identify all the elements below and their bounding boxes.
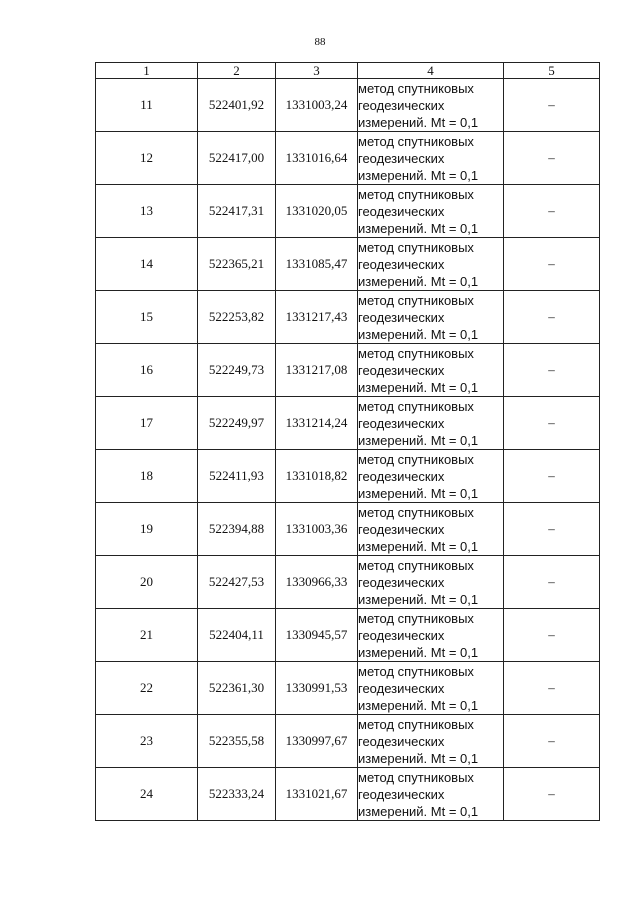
column-header-4: 4: [358, 63, 504, 79]
note-cell: –: [504, 132, 600, 185]
note-cell: –: [504, 344, 600, 397]
method-line: геодезических: [358, 97, 445, 113]
note-cell: –: [504, 238, 600, 291]
coordinate-y: 1331003,36: [276, 503, 358, 556]
coordinate-x: 522355,58: [198, 715, 276, 768]
coordinate-x: 522361,30: [198, 662, 276, 715]
note-cell: –: [504, 291, 600, 344]
method-line: метод спутниковых: [358, 716, 474, 732]
method-line: геодезических: [358, 150, 445, 166]
method-cell: [358, 450, 504, 503]
coordinate-x: 522394,88: [198, 503, 276, 556]
point-number: 16: [96, 344, 198, 397]
coordinate-y: 1331018,82: [276, 450, 358, 503]
method-line: метод спутниковых: [358, 292, 474, 308]
method-cell: [358, 238, 504, 291]
coordinate-x: 522417,00: [198, 132, 276, 185]
point-number: 18: [96, 450, 198, 503]
method-cell: [358, 185, 504, 238]
method-cell: [358, 662, 504, 715]
coordinate-y: 1330997,67: [276, 715, 358, 768]
point-number: 23: [96, 715, 198, 768]
method-line: измерений. Mt = 0,1: [358, 591, 479, 607]
table-row: [96, 556, 600, 609]
coordinate-y: 1331016,64: [276, 132, 358, 185]
method-line: метод спутниковых: [358, 557, 474, 573]
table-row: [96, 768, 600, 821]
method-line: геодезических: [358, 256, 445, 272]
method-line: измерений. Mt = 0,1: [358, 750, 479, 766]
method-line: геодезических: [358, 415, 445, 431]
point-number: 21: [96, 609, 198, 662]
table-row: [96, 397, 600, 450]
table-header-row: [96, 63, 600, 79]
method-line: геодезических: [358, 203, 445, 219]
method-cell: [358, 503, 504, 556]
method-cell: [358, 79, 504, 132]
note-cell: –: [504, 503, 600, 556]
method-line: геодезических: [358, 680, 445, 696]
method-line: измерений. Mt = 0,1: [358, 697, 479, 713]
table-row: [96, 185, 600, 238]
method-line: метод спутниковых: [358, 504, 474, 520]
method-line: измерений. Mt = 0,1: [358, 114, 479, 130]
table-row: [96, 450, 600, 503]
table-row: [96, 238, 600, 291]
method-line: геодезических: [358, 574, 445, 590]
method-cell: [358, 715, 504, 768]
coordinate-x: 522333,24: [198, 768, 276, 821]
point-number: 14: [96, 238, 198, 291]
coordinate-y: 1331217,43: [276, 291, 358, 344]
coordinate-x: 522249,97: [198, 397, 276, 450]
method-line: метод спутниковых: [358, 239, 474, 255]
coordinate-y: 1331217,08: [276, 344, 358, 397]
coordinate-y: 1331085,47: [276, 238, 358, 291]
coordinate-y: 1331020,05: [276, 185, 358, 238]
method-line: метод спутниковых: [358, 133, 474, 149]
column-header-2: 2: [198, 63, 276, 79]
method-line: измерений. Mt = 0,1: [358, 220, 479, 236]
coordinate-x: 522249,73: [198, 344, 276, 397]
method-cell: [358, 609, 504, 662]
point-number: 15: [96, 291, 198, 344]
method-line: геодезических: [358, 521, 445, 537]
note-cell: –: [504, 450, 600, 503]
method-line: метод спутниковых: [358, 398, 474, 414]
note-cell: –: [504, 556, 600, 609]
point-number: 13: [96, 185, 198, 238]
coordinate-x: 522417,31: [198, 185, 276, 238]
table-row: [96, 609, 600, 662]
coordinate-y: 1330966,33: [276, 556, 358, 609]
method-cell: [358, 132, 504, 185]
point-number: 22: [96, 662, 198, 715]
page-number: 88: [314, 36, 326, 48]
coordinate-y: 1331021,67: [276, 768, 358, 821]
method-line: метод спутниковых: [358, 663, 474, 679]
note-cell: –: [504, 397, 600, 450]
method-line: метод спутниковых: [358, 610, 474, 626]
method-line: измерений. Mt = 0,1: [358, 167, 479, 183]
method-line: измерений. Mt = 0,1: [358, 273, 479, 289]
method-line: измерений. Mt = 0,1: [358, 326, 479, 342]
note-cell: –: [504, 79, 600, 132]
point-number: 19: [96, 503, 198, 556]
table-row: [96, 503, 600, 556]
coordinate-x: 522401,92: [198, 79, 276, 132]
note-cell: –: [504, 609, 600, 662]
method-line: метод спутниковых: [358, 769, 474, 785]
method-line: измерений. Mt = 0,1: [358, 803, 479, 819]
method-line: геодезических: [358, 786, 445, 802]
method-line: измерений. Mt = 0,1: [358, 379, 479, 395]
method-line: геодезических: [358, 468, 445, 484]
coordinate-y: 1330991,53: [276, 662, 358, 715]
method-line: геодезических: [358, 362, 445, 378]
note-cell: –: [504, 185, 600, 238]
column-header-3: 3: [276, 63, 358, 79]
coordinate-x: 522253,82: [198, 291, 276, 344]
method-line: измерений. Mt = 0,1: [358, 644, 479, 660]
method-line: измерений. Mt = 0,1: [358, 432, 479, 448]
method-cell: [358, 344, 504, 397]
table-row: [96, 662, 600, 715]
method-line: метод спутниковых: [358, 451, 474, 467]
point-number: 17: [96, 397, 198, 450]
method-cell: [358, 556, 504, 609]
method-line: геодезических: [358, 733, 445, 749]
note-cell: –: [504, 768, 600, 821]
table-row: [96, 79, 600, 132]
coordinate-y: 1331214,24: [276, 397, 358, 450]
method-line: геодезических: [358, 309, 445, 325]
note-cell: –: [504, 715, 600, 768]
method-line: измерений. Mt = 0,1: [358, 485, 479, 501]
note-cell: –: [504, 662, 600, 715]
coordinate-x: 522404,11: [198, 609, 276, 662]
coordinate-x: 522411,93: [198, 450, 276, 503]
method-line: метод спутниковых: [358, 345, 474, 361]
method-line: измерений. Mt = 0,1: [358, 538, 479, 554]
coordinate-y: 1330945,57: [276, 609, 358, 662]
coordinate-y: 1331003,24: [276, 79, 358, 132]
point-number: 24: [96, 768, 198, 821]
point-number: 12: [96, 132, 198, 185]
method-cell: [358, 291, 504, 344]
column-header-5: 5: [504, 63, 600, 79]
method-line: метод спутниковых: [358, 186, 474, 202]
method-cell: [358, 768, 504, 821]
coordinate-x: 522427,53: [198, 556, 276, 609]
coordinate-x: 522365,21: [198, 238, 276, 291]
method-line: метод спутниковых: [358, 80, 474, 96]
method-cell: [358, 397, 504, 450]
coordinates-table: [95, 62, 600, 821]
table-row: [96, 715, 600, 768]
table-row: [96, 291, 600, 344]
table-row: [96, 344, 600, 397]
point-number: 11: [96, 79, 198, 132]
table-row: [96, 132, 600, 185]
column-header-1: 1: [96, 63, 198, 79]
point-number: 20: [96, 556, 198, 609]
method-line: геодезических: [358, 627, 445, 643]
